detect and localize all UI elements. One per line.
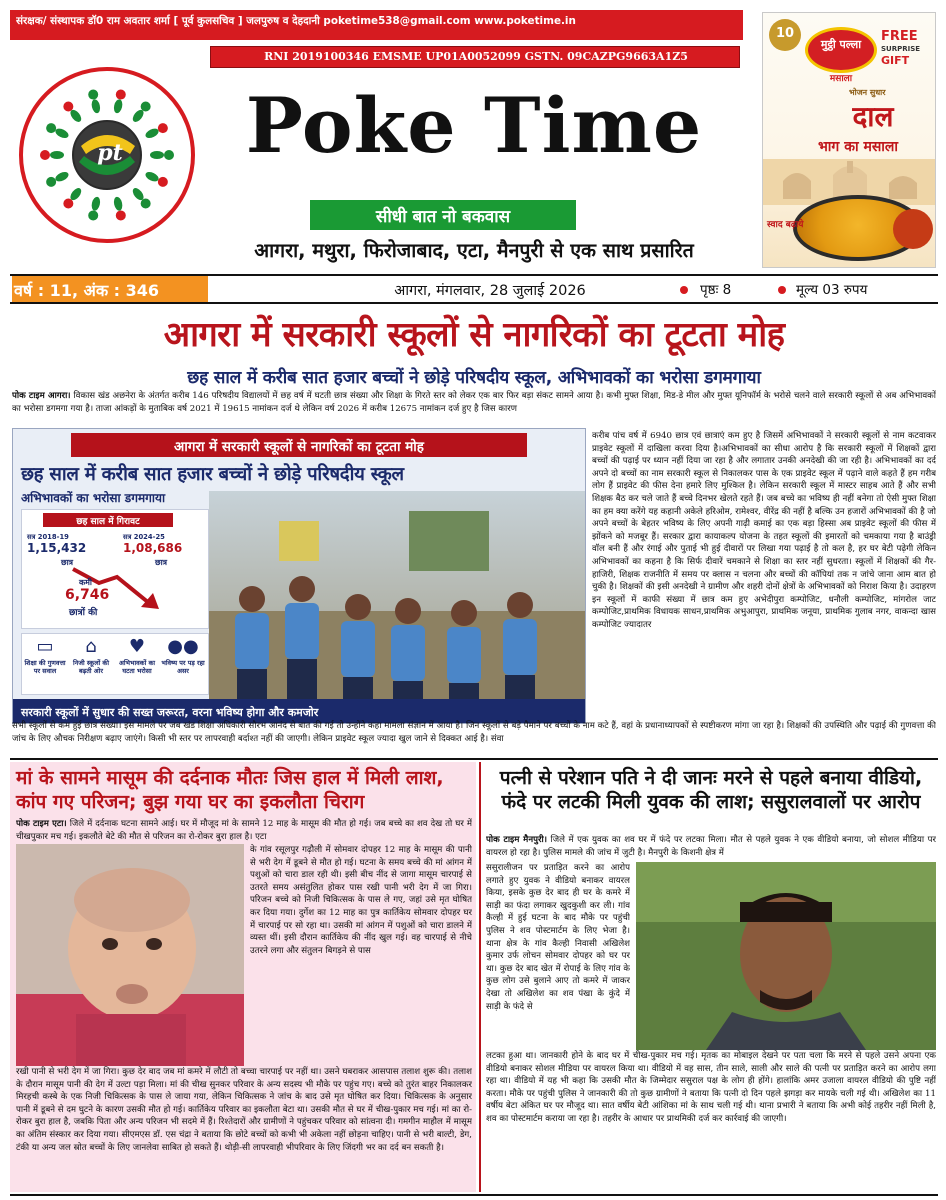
year1-value: 1,15,432 — [27, 541, 87, 555]
story-right-intro — [486, 834, 936, 860]
column-divider — [479, 762, 481, 1192]
student-head — [395, 598, 421, 624]
ad-free-text: FREE — [881, 29, 918, 44]
lead-intro-text: विकास खंड अछनेरा के अंतर्गत करीब 146 परिषदीय विद्यालयों में छह वर्ष में घटती छात्र संख्या और शिक्षा के गिरते स्तर को लेकर एक बार फिर बड़ा संकट सामने आया है। कभी मुफ्त शिक्षा, मिड-डे मील और मुफ्त यूनिफॉर्म के भरोसे चलने वाले सरकारी स्कूलों से अब अभिभावकों का भरोसा डगमगा गया है। ताजा आंकड़ों के मुताबिक वर्ष 2021 में 19615 नामांकन दर्ज थे लेकिन वर्ष 2026 में करीब 12675 नामांकन दर्ज हुए है जिस कारण — [12, 391, 936, 414]
logo-figure — [46, 123, 56, 133]
icon-label: अभिभावकों का घटता भरोसा — [118, 659, 156, 675]
child-photo — [16, 844, 244, 1066]
logo-figure — [158, 123, 168, 133]
ad-gift-text: GIFT — [881, 54, 910, 67]
red-dot — [778, 286, 786, 294]
story-left-side: के गांव रसूलपुर गढ़ौली में सोमवार दोपहर 12 माह के मासूम की पानी से भरी देग में डूबने से मौत हो गई। घटना के समय बच्चे की मां आंगन में पशुओं को चारा डाल रही थी। इसी बीच नींद से जागा मासूम चारपाई से उतरते समय असंतुलित होकर पास रखी पानी भरी देग में जा गिरा। परिजन बच्चे को निजी चिकित्सक के पास ले गए, जहां उसे मृत घोषित कर दिया गया। दुर्गेश का 12 माह का पुत्र कार्तिकेय सोमवार दोपहर घर में चारपाई पर सो रहा था। उसकी मां आंगन में पशुओं को चारा डालने में व्यस्त थीं। इसी दौरान कार्तिकेय की नींद खुल गई। वह चारपाई से नीचे उतरने लगा और संतुलन बिगड़ने से पास — [250, 845, 472, 956]
logo-figure — [141, 102, 151, 112]
ad-spice-pile — [893, 209, 933, 249]
ad-brand-name: मुट्ठी पल्ला — [820, 38, 862, 51]
year2-label: सत्र 2024-25 — [123, 533, 165, 541]
icon-item — [69, 635, 113, 693]
student-shirt — [341, 621, 375, 677]
logo-figure — [116, 90, 126, 100]
year1-unit: छात्र — [61, 558, 74, 567]
graphic-title: आगरा में सरकारी स्कूलों से नागरिकों का टूटता मोह — [174, 439, 424, 455]
decline-panel-title: छह साल में गिरावट — [76, 517, 140, 527]
student-shirt — [285, 603, 319, 659]
story-left-intro — [16, 818, 472, 844]
story-left-bottom: रखी पानी से भरी देग में जा गिरा। कुछ देर बाद जब मां कमरे में लौटी तो बच्चा चारपाई पर नहीं था। उसने घबराकर आसपास तलाश शुरू की। तलाश के दौरान मासूम पानी की देग में उल्टा पड़ा मिला। मां की चीख सुनकर परिवार के अन्य सदस्य भी मौके पर पहुंच गए। बच्चे को तुरंत बाहर निकालकर मिरहची कस्बे के एक निजी चिकित्सक के पास ले जाया गया, लेकिन चिकित्सक ने जांच के बाद उसे मृत घोषित कर दिया। चिकित्सक के अनुसार पानी में डूबने से दम घुटने के कारण उसकी मौत हो गई। कार्तिकेय परिवार का इकलौता बेटा था। उसकी मौत से घर में चीख-पुकार मच गई। मां का रो-रोकर बुरा हाल है, जबकि पिता और अन्य परिजन भी सदमे में हैं। रिश्तेदारों और ग्रामीणों ने पहुंचकर परिवार को सांत्वना दी। गमगीन माहौल में मासूम का अंतिम संस्कार कर दिया गया। सीएमएस डॉ. एस चंद्रा ने बताया कि छोटे बच्चों को कभी भी अकेला नहीं छोड़ना चाहिए। पानी से भरी बाल्टी, डेग, टंकी या अन्य जल स्रोत बच्चों के लिए जानलेवा साबित हो सकते हैं। थोड़ी-सी लापरवाही भीपरिवार के लिए जिंदगी भर का दर्द बन सकती है। — [16, 1067, 472, 1153]
whiteboard-icon: ▭ — [36, 636, 54, 657]
place-date: आगरा, मंगलवार, 28 जुलाई 2026 — [394, 283, 586, 299]
ad-product-masala: भाग का मसाला — [817, 139, 899, 155]
story-left-headline: मां के सामने मासूम की दर्दनाक मौतः जिस हाल में मिली लाश, कांप गए परिजन; बुझ गया घर का इकलौता चिराग — [16, 767, 444, 813]
icon-item — [161, 635, 205, 693]
students-photo — [209, 491, 586, 724]
people-icon: ●● — [167, 636, 199, 657]
icon-item — [23, 635, 67, 693]
lead-infographic — [12, 428, 586, 724]
patron-line: संरक्षक/ संस्थापक डॉ0 राम अवतार शर्मा [ पूर्व कुलसचिव ] जलपुरुष व देहदानी poketime538@gmail.com www.poketime.in — [16, 15, 576, 27]
student-shirt — [391, 625, 425, 681]
parents-icon: ♥ — [128, 636, 146, 657]
red-dot — [680, 286, 688, 294]
ad-hindi-top: भोजन सुधार — [849, 88, 886, 97]
masala-advertisement[interactable] — [762, 12, 936, 268]
logo-figure — [88, 210, 98, 220]
ad-tasty-label: स्वाद बढ़ाये — [767, 220, 804, 230]
man-photo — [636, 862, 936, 1050]
drop-label: कमी — [79, 578, 92, 587]
lower-divider — [10, 758, 938, 760]
logo-figure — [63, 102, 73, 112]
story-left-intro-text: जिले में दर्दनाक घटना सामने आई। घर में मौजूद मां के सामने 12 माह के मासूम की मौत हो गई। जब बच्चे का शव देख तो घर में चीखपुकार मच गई। इकलौते बेटे की मौत से परिजन का रो-रोकर बुरा हाल है। एटा — [16, 819, 472, 842]
graphic-footer: सरकारी स्कूलों में सुधार की सख्त जरूरत, वरना भविष्य होगा और कमजोर — [21, 706, 319, 719]
logo-figure — [164, 150, 174, 160]
student-head — [451, 600, 477, 626]
graphic-subtitle: छह साल में करीब सात हजार बच्चों ने छोड़े परिषदीय स्कूल — [21, 464, 404, 485]
logo-figure-body — [50, 151, 64, 159]
year2-value: 1,08,686 — [123, 541, 183, 555]
ad-product-dal: दाल — [852, 100, 894, 133]
drop-unit: छात्रों की — [69, 608, 98, 618]
price: मूल्य 03 रुपय — [796, 282, 868, 298]
lead-right-column: करीब पांच वर्ष में 6940 छात्र एवं छात्राएं कम हुए है जिसमें अभिभावकों ने सरकारी स्कूलों से नाम कटवाकर प्राइवेट स्कूलों में दाखिला करवा दिया है।अभिभावकों का सीधा आरोप है कि सरकारी स्कूलों में शिक्षकों द्वारा बच्चों की पढ़ाई पर ध्यान नहीं दिया जा रहा है और लगातार उनकी अनदेखी की जा रही है। अभिभावकों का दर्द अपने दो बच्चों का नाम सरकारी स्कूल से निकालकर पास के एक प्राइवेट स्कूल में पढ़ाने वाले कहते हैं हम गरीब लोग हैं प्राइवेट की फीस देना हमारे लिए मुश्किल है। लेकिन सरकारी स्कूल में मास्टर साहब आते हैं और सभी शिक्षक बैठ कर चले जाते हैं बच्चे दिनभर खेलते रहते हैं। जब बच्चे का भविष्य ही नहीं बनेगा तो ऐसी मुफ्त शिक्षा का हम क्या करेंगे यह कहानी अकेले हरिओम, रामेश्वर, वीरेंद्र की नहीं है बल्कि उन हजारों अभिभावकों की है जो अपने बच्चों के बेहतर भविष्य के लिए अपनी गाढ़ी कमाई का एक बड़ा हिस्सा अब प्राइवेट स्कूलों की फीस में झोंकने को मजबूर हैं। सरकार द्वारा कायाकल्प योजना के तहत स्कूलों की इमारतों को चमकाया गया है बाउंड्री वॉल बनी हैं और रंगाई और पुताई भी हुई दीवारों पर लिखा गया पढ़ाई है तो कल है, हर घर बेटी पढ़ेगी लेकिन अभिभावकों का कहना है कि सिर्फ दीवारें चमकाने से शिक्षा का स्तर नहीं सुधरता। स्कूलों में शिक्षकों की गैर-हाजिरी, शिक्षक राजनीति में समय पर क्लास न चलना और बच्चों की कॉपियां तक न जांचे जाना आम बात हो चुकी है। शिक्षकों की इसी अनदेखी ने ग्रामीण और शहरी दोनों क्षेत्रों के अभिभावकों को निराश किया है। उदाहरण इन स्कूलों में काफी संख्या में छात्र कम हुए अभेदीपुरा कम्पोजिट, धनौली कम्पोजिट, मांगरोल जाट कम्पोजिट,प्राथमिक विधायक साधन,प्राथमिक अभुआपुरा, प्राथमिक जनूया, प्राथमिक गुलाब नगर, वाकन्दा खास कम्पोजिट ज्यादातर — [592, 431, 936, 630]
logo-figure — [141, 198, 151, 208]
logo-figure — [116, 210, 126, 220]
graphic-kicker: अभिभावकों का भरोसा डगमगाया — [21, 491, 166, 505]
story-right-side: ससुरालीजन पर प्रताड़ित करने का आरोप लगाते हुए युवक ने वीडियो बनाकर वायरल किया, इसके कुछ देर बाद ही घर के कमरे में साड़ी का फंदा लगाकर खुदकुशी कर ली। गांव कैल्ही में हुई घटना के बाद मौके पर पहुंची पुलिस ने शव पोस्टमार्टम के लिए भेजा है। थाना क्षेत्र के गांव कैल्ही निवासी अखिलेश कुमार उर्फ लोचन सोमवार दोपहर को घर पर था। कुछ देर बाद खेत में रोपाई के लिए गांव के कुछ लोग उसे बुलाने आए तो कमरे में जाकर देखा तो अखिलेश का शव पंखा के कुंदे में साड़ी के फंदे से — [486, 863, 630, 1012]
lead-intro — [12, 390, 936, 428]
page-count: पृष्ठः 8 — [700, 282, 732, 298]
ad-anniversary-number: 10 — [775, 26, 795, 41]
story-right-bottom: लटका हुआ था। जानकारी होने के बाद घर में चीख-पुकार मच गई। मृतक का मोबाइल देखने पर पता चला कि मरने से पहले उसने अपना एक वीडियो बनाकर सोशल मीडिया पर वायरल किया था। वीडियो में वह सास, तीन साले, साली और साले की पत्नी पर प्रताड़ित करने का आरोप लगा रहा था। वीडियो में यह भी कहा कि उसकी मौत के जिम्मेदार ससुराल पक्ष के लोग ही होंगे। हालांकि अमर उजाला वायरल वीडियो की पुष्टि नहीं करता। मौके पर पहुंची पुलिस ने जानकारी की तो कुछ ग्रामीणों ने बताया कि पत्नी दो दिन पहले झगड़ा कर मायके चली गई थी। अखिलेश का 11 वर्षीय बेटा अंकित घर पर मौजूद था। सात वर्षीय बेटी आंशिका मां के साथ चली गई थी। थाना प्रभारी ने बताया कि अभी कोई तहरीर नहीं मिली है, शव का पोस्टमार्टम कराया जा रहा है। तहरीर के आधार पर प्राथमिकी दर्ज कर कार्रवाई की जाएगी। — [486, 1051, 936, 1124]
logo-figure — [46, 177, 56, 187]
lead-bottom: सभी स्कूलों से कम हुई छात्र संख्या। इस मामले पर जब खंड शिक्षा अधिकारी सौरभ आनंद से बात की गई तो उन्होंने कहा मामला संज्ञान में आया है। जिन स्कूलों से बड़े पैमाने पर बच्चों के नाम कटे हैं, वहां के प्रधानाध्यापकों से स्पष्टीकरण मांगा जा रहा है। शिक्षकों की उपस्थिति और पढ़ाई की गुणवत्ता की जांच के लिए औचक निरीक्षण बढ़ाए जाएंगे। किसी भी स्तर पर लापरवाही बर्दाश्त नहीं की जाएगी। लेकिन प्राइवेट स्कूल ज्यादा खुल जाने से दिक्कत आई है। संवा — [12, 721, 936, 744]
drop-value: 6,746 — [65, 587, 110, 603]
coverage-line: आगरा, मथुरा, फिरोजाबाद, एटा, मैनपुरी से एक साथ प्रसारित — [254, 239, 694, 262]
logo-mark-text: pt — [97, 140, 123, 166]
lead-subhead: छह साल में करीब सात हजार बच्चों ने छोड़े परिषदीय स्कूल, अभिभावकों का भरोसा डगमगाया — [187, 368, 761, 388]
year2-unit: छात्र — [155, 558, 168, 567]
lead-dateline: पोक टाइम आगरा। — [12, 391, 71, 401]
student-head — [239, 586, 265, 612]
student-shirt — [235, 613, 269, 669]
story-left-dateline: पोक टाइम एटा। — [16, 819, 67, 829]
icon-label: निजी स्कूलों की बढ़ती ओर — [73, 659, 109, 675]
tagline: सीधी बात नो बकवास — [375, 207, 511, 227]
student-shirt — [503, 619, 537, 675]
logo-figure-body — [150, 151, 164, 159]
student-head — [507, 592, 533, 618]
year1-label: सत्र 2018-19 — [27, 533, 69, 541]
lead-headline: आगरा में सरकारी स्कूलों से नागरिकों का टूटता मोह — [163, 315, 785, 355]
ad-brand-sub: मसाला — [829, 74, 853, 84]
masthead-title: Poke Time — [245, 81, 703, 170]
story-right-dateline: पोक टाइम मैनपुरी। — [486, 835, 547, 845]
bottom-rule — [10, 1194, 938, 1196]
story-right-intro-text: जिले में एक युवक का शव घर में फंदे पर लटका मिला। मौत से पहले युवक ने एक वीडियो बनाया, जो सोशल मीडिया पर वायरल हो रहा है। पुलिस मामले की जांच में जुटी है। मैनपुरी के किशनी क्षेत्र में — [486, 835, 936, 858]
icon-label: शिक्षा की गुणवत्ता पर सवाल — [24, 659, 66, 675]
student-head — [289, 576, 315, 602]
logo-figure — [158, 177, 168, 187]
icon-label: भविष्य पर पड़ रहा असर — [161, 659, 205, 675]
logo-figure — [63, 198, 73, 208]
logo-figure — [88, 90, 98, 100]
ad-surprise-text: SURPRISE — [881, 45, 921, 53]
story-right-headline: पत्नी से परेशान पति ने दी जानः मरने से पहले बनाया वीडियो, फंदे पर लटकी मिली युवक की लाश; ससुरालवालों पर आरोप — [499, 767, 923, 813]
masthead-logo — [14, 62, 200, 248]
student-head — [345, 594, 371, 620]
school-icon: ⌂ — [85, 636, 97, 657]
student-shirt — [447, 627, 481, 683]
registration-line: RNI 2019100346 EMSME UP01A0052099 GSTN. 09CAZPG9663A1Z5 — [264, 50, 688, 63]
logo-figure — [40, 150, 50, 160]
volume-issue: वर्ष : 11, अंक : 346 — [14, 281, 160, 300]
icon-item — [115, 635, 159, 693]
